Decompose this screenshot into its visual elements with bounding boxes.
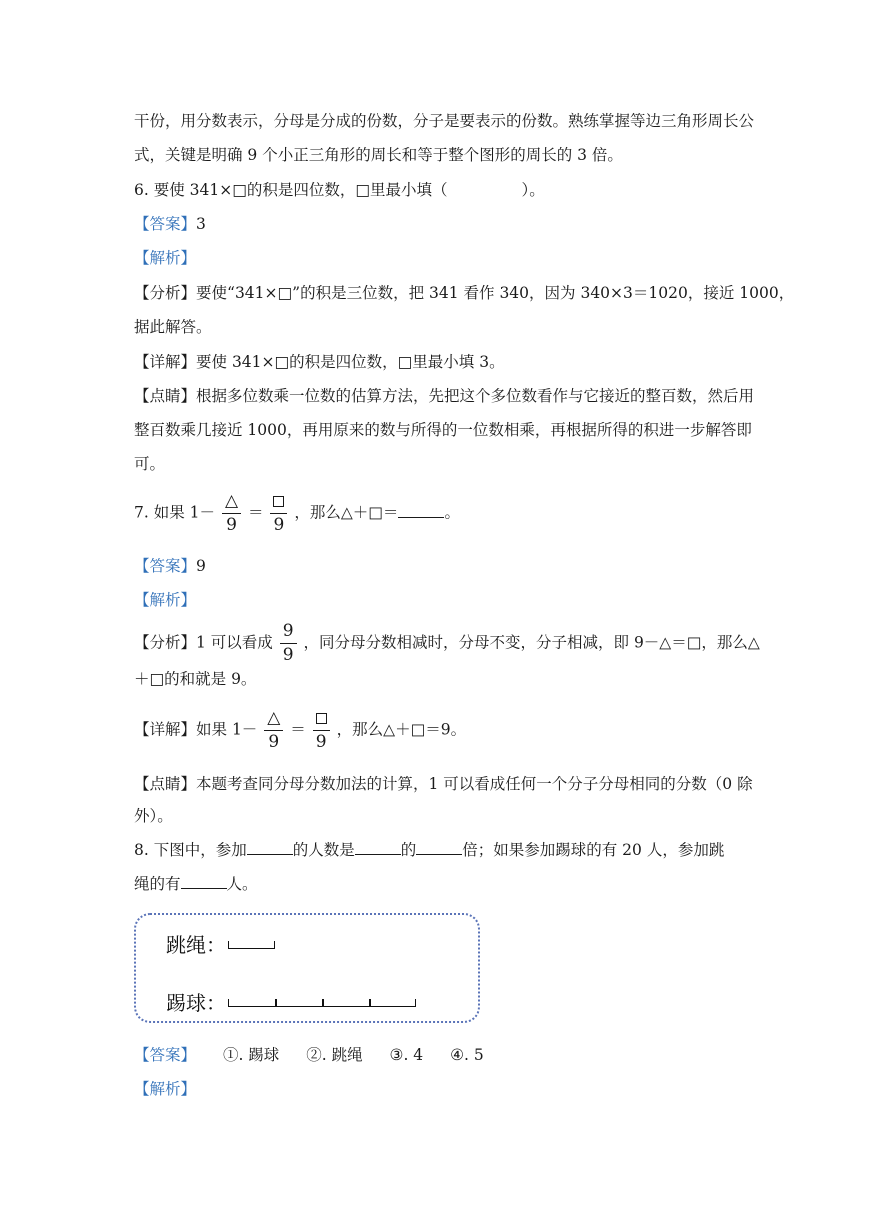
dianjing-line [134,774,753,794]
denominator: 9 [282,645,294,665]
square-numerator [270,493,287,510]
fenxi-text: 1 可以看成 [196,633,273,652]
fenxi-text: ，同分母分数相减时，分母不变，分子相减，即 9－△＝□，那么△ [303,633,760,652]
text-line: 外）。 [134,807,173,825]
analysis-tag: 【解析】 [134,591,197,609]
question-text: 的 [400,841,417,859]
fenxi-tag: 【分析】 [134,633,197,652]
dianjing-tag: 【点睛】 [134,775,197,793]
answer-blank [181,874,227,889]
fraction [313,710,330,751]
fenxi-tag: 【分析】 [134,284,197,302]
text-line: 式，关键是明确 9 个小正三角形的周长和等于整个图形的周长的 3 倍。 [134,146,623,164]
dianjing-text: 本题考查同分母分数加法的计算，1 可以看成任何一个分子分母相同的分数（0 除 [196,775,753,793]
square-icon [273,496,284,507]
fraction [222,493,241,534]
question-7 [134,493,460,534]
question-text: 7. 如果 1－ [134,503,216,522]
square-numerator [313,710,330,727]
segment-line [228,941,275,949]
segment-tick [369,999,371,1007]
answer-blank [398,503,444,518]
fraction [264,710,283,751]
question-8 [134,840,724,860]
answer-item: ②. 跳绳 [306,1046,363,1064]
answer-line [134,214,206,234]
fraction [280,623,297,664]
text-line: 整百数乘几接近 1000，再用原来的数与所得的一位数相乘，再根据所得的积进一步解答即 [134,421,752,439]
xiangjie-tag: 【详解】 [134,353,197,371]
answer-line [134,556,206,576]
question-text: 的人数是 [292,841,355,859]
denominator: 9 [268,732,280,752]
ball-label: 踢球： [166,991,226,1015]
question-text: ）。 [521,181,545,199]
answer-line [134,1045,484,1065]
question-text: 绳的有 [134,875,181,893]
dianjing-line [134,386,754,406]
answer-tag: 【答案】 [134,557,197,575]
denominator: 9 [315,732,327,752]
question-8-line2 [134,874,258,894]
question-text: 8. 下图中，参加 [134,841,247,859]
answer-blank [416,840,462,855]
segment-tick [322,999,324,1007]
fenxi-line [134,283,794,303]
segment-diagram [134,913,480,1023]
answer-value: 9 [196,557,206,575]
equals-sign: ＝ [290,720,306,739]
xiangjie-line [134,352,505,372]
segment-tick [275,999,277,1007]
equals-sign: ＝ [247,503,264,522]
xiangjie-tag: 【详解】 [134,720,197,739]
question-text: 人。 [226,875,258,893]
question-6 [134,180,545,200]
jump-rope-label: 跳绳： [166,933,226,957]
denominator: 9 [226,515,237,535]
answer-blank [247,840,293,855]
triangle-numerator: △ [224,491,239,511]
text-line: 据此解答。 [134,318,212,336]
xiangjie-text: ，那么△＋□＝9。 [336,720,467,739]
answer-item: ④. 5 [450,1046,484,1064]
xiangjie-text: 如果 1－ [196,720,258,739]
text-line: 可。 [134,455,166,473]
xiangjie-line [134,710,466,751]
answer-tag: 【答案】 [134,1046,197,1064]
analysis-tag: 【解析】 [134,1080,197,1098]
answer-item: ③. 4 [389,1046,424,1064]
answer-value: 3 [196,215,206,233]
answer-item: ①. 踢球 [222,1046,280,1064]
question-text: 6. 要使 341×□的积是四位数，□里最小填（ [134,181,448,199]
numerator: 9 [282,621,294,641]
square-icon [316,713,327,724]
denominator: 9 [273,515,285,535]
dianjing-text: 根据多位数乘一位数的估算方法，先把这个多位数看作与它接近的整百数，然后用 [196,387,755,405]
fenxi-line [134,623,760,664]
analysis-tag: 【解析】 [134,249,197,267]
text-line: 干份，用分数表示，分母是分成的份数，分子是要表示的份数。熟练掌握等边三角形周长公 [134,112,755,130]
fraction [270,493,287,534]
triangle-numerator: △ [267,708,281,728]
text-line: ＋□的和就是 9。 [134,670,257,688]
question-text: ，那么△＋□＝ [294,503,399,522]
fenxi-text: 要使“341×□”的积是三位数，把 341 看作 340，因为 340×3＝1020，接近 1000， [196,284,795,302]
xiangjie-text: 要使 341×□的积是四位数，□里最小填 3。 [196,353,505,371]
question-text: 倍；如果参加踢球的有 20 人，参加跳 [462,841,725,859]
answer-blank [355,840,401,855]
dianjing-tag: 【点睛】 [134,387,197,405]
answer-tag: 【答案】 [134,215,197,233]
question-text: 。 [444,503,460,522]
